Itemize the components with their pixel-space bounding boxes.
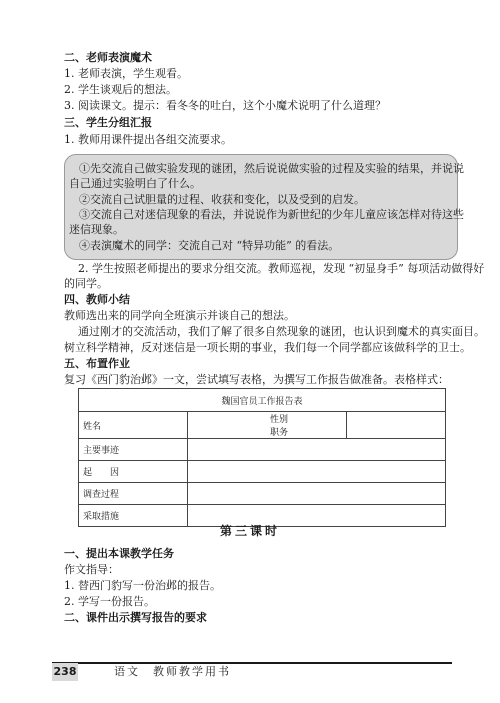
paragraph-line: 2. 学生按照老师提出的要求分组交流。教师巡视，发现 “初显身手” 每项活动做得好 — [78, 262, 485, 275]
gender-label: 性别 — [270, 415, 289, 425]
table-label-name: 姓名 — [79, 412, 188, 439]
paragraph-line: 的同学。 — [64, 277, 108, 290]
discussion-requirements-box — [64, 154, 464, 260]
requirement-line: ①先交流自己做实验发现的谜团，然后说说做实验的过程及实验的结果，并说说 — [79, 162, 464, 175]
footer-rule — [52, 662, 452, 664]
section-heading-homework: 五、布置作业 — [64, 357, 130, 370]
table-cell-empty — [188, 483, 446, 505]
requirement-line: 迷信现象。 — [69, 223, 124, 236]
list-item: 2. 学写一份报告。 — [64, 595, 155, 608]
section-heading-group-report: 三、学生分组汇报 — [64, 116, 152, 129]
guide-label: 作文指导： — [64, 563, 119, 576]
position-label: 职务 — [270, 428, 289, 438]
table-row-label: 采取措施 — [79, 505, 188, 527]
list-item: 1. 替西门豹写一份治邺的报告。 — [64, 579, 221, 592]
list-item: 2. 学生谈观后的想法。 — [64, 83, 177, 96]
paragraph-line: 复习《西门豹治邺》一文，尝试填写表格，为撰写工作报告做准备。表格样式： — [64, 373, 449, 386]
book-title: 语文 教师教学用书 — [114, 665, 231, 678]
page-number: 238 — [52, 663, 78, 681]
table-cell-empty — [347, 412, 446, 439]
table-cell-empty — [188, 412, 267, 439]
paragraph-line: 树立科学精神，反对迷信是一项长期的事业，我们每一个同学都应该做科学的卫士。 — [64, 341, 471, 354]
section-heading-teacher-summary: 四、教师小结 — [64, 293, 130, 306]
list-item: 1. 教师用课件提出各组交流要求。 — [64, 133, 232, 146]
table-cell-empty — [188, 439, 446, 461]
section-heading-task: 一、提出本课教学任务 — [64, 547, 174, 560]
lesson-title: 第三课时 — [219, 524, 280, 538]
paragraph-line: 教师选出来的同学向全班演示并谈自己的想法。 — [64, 309, 295, 322]
section-heading-magic-show: 二、老师表演魔术 — [64, 51, 152, 64]
section-heading-report-requirements: 二、课件出示撰写报告的要求 — [64, 611, 207, 624]
table-label-gender — [266, 412, 347, 439]
requirement-line: ②交流自己试胆量的过程、收获和变化，以及受到的启发。 — [79, 193, 365, 206]
list-item: 3. 阅读课文。提示：看冬冬的吐白，这个小魔术说明了什么道理？ — [64, 99, 386, 112]
table-row-label: 调查过程 — [79, 483, 188, 505]
requirement-line: ④表演魔术的同学：交流自己对 “特异功能” 的看法。 — [79, 239, 340, 252]
list-item: 1. 老师表演，学生观看。 — [64, 67, 188, 80]
table-title: 魏国官员工作报告表 — [79, 389, 446, 412]
table-row-label: 起 因 — [79, 461, 188, 483]
requirement-line: 自己通过实验明白了什么。 — [69, 177, 201, 190]
requirement-line: ③交流自己对迷信现象的看法，并说说作为新世纪的少年儿童应该怎样对待这些 — [79, 208, 464, 221]
paragraph-line: 通过刚才的交流活动，我们了解了很多自然现象的谜团，也认识到魔术的真实面目。 — [78, 325, 485, 338]
table-row-label: 主要事迹 — [79, 439, 188, 461]
table-cell-empty — [188, 461, 446, 483]
report-form-table — [78, 388, 446, 527]
